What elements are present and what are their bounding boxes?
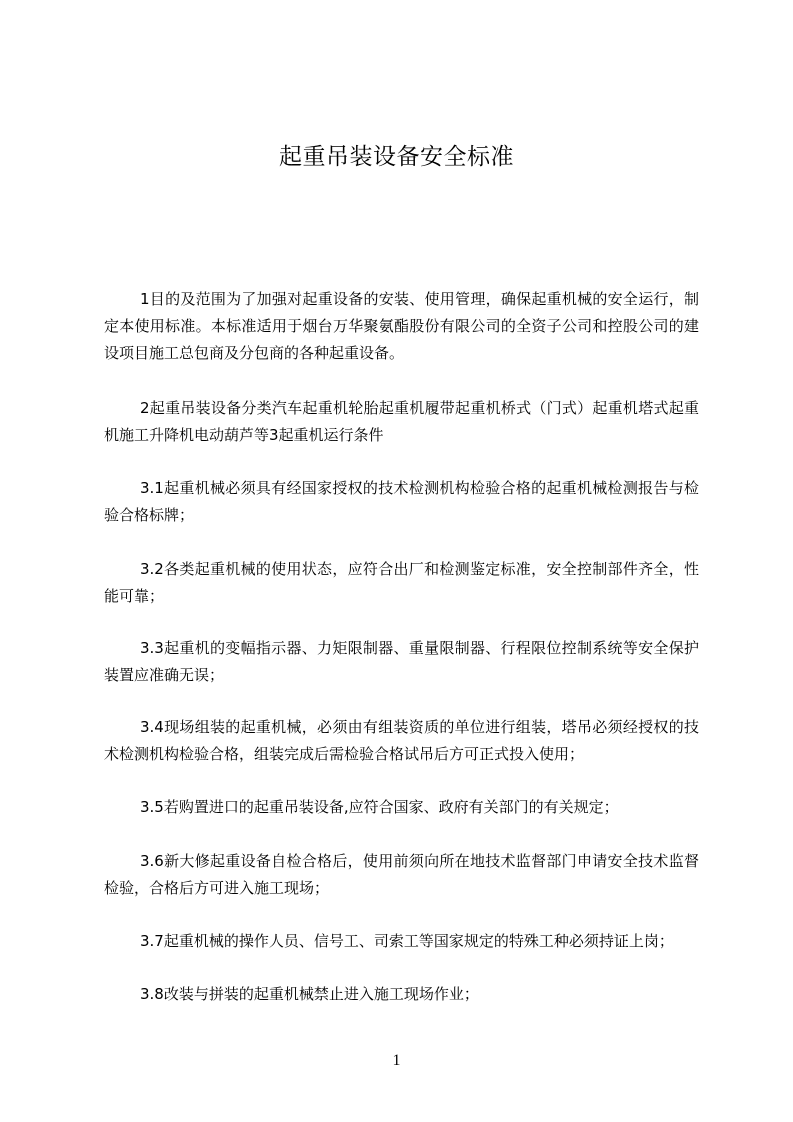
- paragraph-3-5: 3.5若购置进口的起重吊装设备,应符合国家、政府有关部门的有关规定；: [140, 798, 619, 816]
- paragraph-3-8: 3.8改装与拼装的起重机械禁止进入施工现场作业；: [140, 985, 479, 1003]
- paragraph-3-4: 3.4现场组装的起重机械，必须由有组装资质的单位进行组装，塔吊必须经授权的技术检测机构检验合格，组装完成后需检验合格试吊后方可正式投入使用；: [104, 718, 699, 763]
- paragraph-3-1: 3.1起重机械必须具有经国家授权的技术检测机构检验合格的起重机械检测报告与检验合格标牌；: [104, 479, 699, 524]
- document-title: 起重吊装设备安全标准: [279, 144, 514, 170]
- page-number: 1: [392, 1052, 401, 1069]
- paragraph-equipment-classification: 2起重吊装设备分类汽车起重机轮胎起重机履带起重机桥式（门式）起重机塔式起重机施工升降机电动葫芦等3起重机运行条件: [104, 399, 699, 444]
- paragraph-3-2: 3.2各类起重机械的使用状态，应符合出厂和检测鉴定标准，安全控制部件齐全，性能可靠；: [104, 560, 699, 605]
- paragraph-3-6: 3.6新大修起重设备自检合格后，使用前须向所在地技术监督部门申请安全技术监督检验，合格后方可进入施工现场；: [104, 852, 699, 897]
- paragraph-3-7: 3.7起重机械的操作人员、信号工、司索工等国家规定的特殊工种必须持证上岗；: [140, 932, 674, 950]
- paragraph-purpose-scope: 1目的及范围为了加强对起重设备的安装、使用管理，确保起重机械的安全运行，制定本使用标准。本标准适用于烟台万华聚氨酯股份有限公司的全资子公司和控股公司的建设项目施工总包商及分包商的各种起重设备。: [104, 290, 699, 362]
- paragraph-3-3: 3.3起重机的变幅指示器、力矩限制器、重量限制器、行程限位控制系统等安全保护装置应准确无误；: [104, 639, 699, 684]
